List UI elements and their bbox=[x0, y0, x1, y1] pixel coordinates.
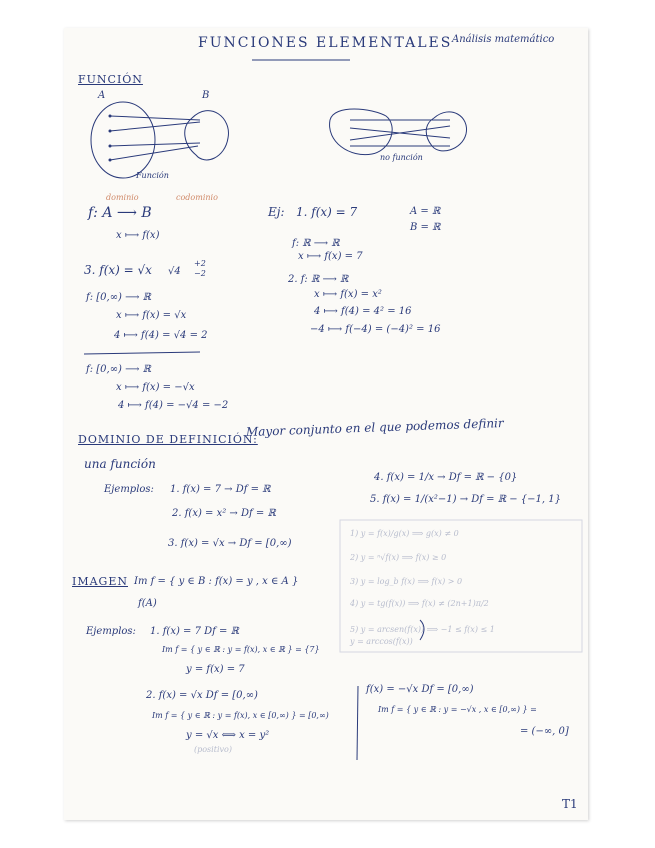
imagen-ex2-im: Im f = { y ∈ ℝ : y = f(x), x ∈ [0,∞) } = [0,∞) bbox=[152, 711, 329, 720]
imagen-def: Im f = { y ∈ B : f(x) = y , x ∈ A } bbox=[134, 576, 299, 587]
imagen-def2: f(A) bbox=[138, 598, 157, 609]
faded-note-5: 5) y = arcsen(f(x)) ⟹ −1 ≤ f(x) ≤ 1 bbox=[350, 625, 495, 634]
item3-d: −2 bbox=[194, 269, 206, 278]
ej-label: Ej: bbox=[268, 205, 285, 219]
item3-g: 4 ⟼ f(4) = √4 = 2 bbox=[114, 330, 208, 341]
codominio-small: codominio bbox=[176, 193, 218, 202]
nonfunc-set-a bbox=[330, 109, 393, 155]
dominio-examples-label: Ejemplos: bbox=[104, 484, 154, 495]
ej-item2-a: x ⟼ f(x) = x² bbox=[314, 289, 382, 300]
ej-item2-c: −4 ⟼ f(−4) = (−4)² = 16 bbox=[310, 324, 441, 335]
dominio-text2: una función bbox=[84, 457, 156, 471]
set-b-label: B bbox=[202, 90, 210, 101]
item3-f: x ⟼ f(x) = √x bbox=[116, 310, 187, 321]
dominio-ex4: 4. f(x) = 1/x → Df = ℝ − {0} bbox=[374, 472, 518, 483]
faded-note-3: 3) y = log_b f(x) ⟹ f(x) > 0 bbox=[350, 577, 463, 586]
dominio-small: dominio bbox=[106, 193, 139, 202]
subject-label: Análisis matemático bbox=[452, 34, 555, 45]
dominio-text1: Mayor conjunto en el que podemos definir bbox=[245, 416, 504, 439]
imagen-ex1: 1. f(x) = 7 Df = ℝ bbox=[150, 626, 239, 637]
imagen-ex1-y: y = f(x) = 7 bbox=[186, 664, 245, 675]
dominio-ex5: 5. f(x) = 1/(x²−1) → Df = ℝ − {−1, 1} bbox=[370, 494, 561, 505]
item3-c: +2 bbox=[194, 259, 206, 268]
nonfunc-set-b bbox=[426, 112, 466, 151]
faded-note-1: 1) y = f(x)/g(x) ⟹ g(x) ≠ 0 bbox=[350, 529, 459, 538]
set-a-label: A bbox=[98, 90, 106, 101]
imagen-ex1-im: Im f = { y ∈ ℝ : y = f(x), x ∈ ℝ } = {7} bbox=[162, 645, 320, 654]
item3-h: f: [0,∞) ⟶ ℝ bbox=[86, 364, 151, 375]
ej-item2-b: 4 ⟼ f(4) = 4² = 16 bbox=[314, 306, 412, 317]
dominio-ex3: 3. f(x) = √x → Df = [0,∞) bbox=[168, 538, 292, 549]
imagen-ex2: 2. f(x) = √x Df = [0,∞) bbox=[146, 690, 258, 701]
ej-item1-b: x ⟼ f(x) = 7 bbox=[298, 251, 363, 262]
set-b-ellipse bbox=[185, 111, 229, 160]
ej-item1: 1. f(x) = 7 bbox=[296, 205, 358, 219]
faded-note-6: y = arccos(f(x)) bbox=[350, 637, 413, 646]
caption-no-funcion: no función bbox=[380, 153, 423, 162]
dominio-heading: DOMINIO DE DEFINICIÓN: bbox=[78, 433, 258, 446]
def-line: f: A ⟶ B bbox=[88, 205, 152, 221]
page-title: FUNCIONES ELEMENTALES bbox=[198, 35, 453, 51]
ej-sets2: B = ℝ bbox=[410, 222, 441, 233]
item3-b: √4 bbox=[168, 266, 181, 277]
imagen-examples-label: Ejemplos: bbox=[86, 626, 136, 637]
imagen-ex3-res: = (−∞, 0] bbox=[520, 726, 569, 737]
item3-e: f: [0,∞) ⟶ ℝ bbox=[86, 292, 151, 303]
imagen-ex3: f(x) = −√x Df = [0,∞) bbox=[366, 684, 474, 695]
caption-funcion: Función bbox=[136, 171, 169, 180]
dominio-ex1: 1. f(x) = 7 → Df = ℝ bbox=[170, 484, 271, 495]
page-tag: T1 bbox=[562, 797, 578, 811]
imagen-ex3-im: Im f = { y ∈ ℝ : y = −√x , x ∈ [0,∞) } = bbox=[378, 705, 537, 714]
ej-item2: 2. f: ℝ ⟶ ℝ bbox=[288, 274, 349, 285]
item3-a: 3. f(x) = √x bbox=[84, 263, 152, 277]
ej-item1-a: f: ℝ ⟶ ℝ bbox=[292, 238, 340, 249]
faded-note-4: 4) y = tg(f(x)) ⟹ f(x) ≠ (2n+1)π/2 bbox=[350, 599, 489, 608]
funcion-heading: FUNCIÓN bbox=[78, 73, 143, 86]
imagen-heading: IMAGEN bbox=[72, 575, 128, 588]
item3-i: x ⟼ f(x) = −√x bbox=[116, 382, 195, 393]
item3-j: 4 ⟼ f(4) = −√4 = −2 bbox=[118, 400, 229, 411]
imagen-ex2-y: y = √x ⟺ x = y² bbox=[186, 730, 270, 741]
ej-sets: A = ℝ bbox=[410, 206, 441, 217]
dominio-ex2: 2. f(x) = x² → Df = ℝ bbox=[172, 508, 276, 519]
set-a-ellipse bbox=[91, 102, 155, 178]
faded-note-2: 2) y = ⁿ√f(x) ⟹ f(x) ≥ 0 bbox=[350, 553, 447, 562]
map-line: x ⟼ f(x) bbox=[116, 230, 160, 241]
imagen-ex2-note: (positivo) bbox=[194, 745, 232, 754]
